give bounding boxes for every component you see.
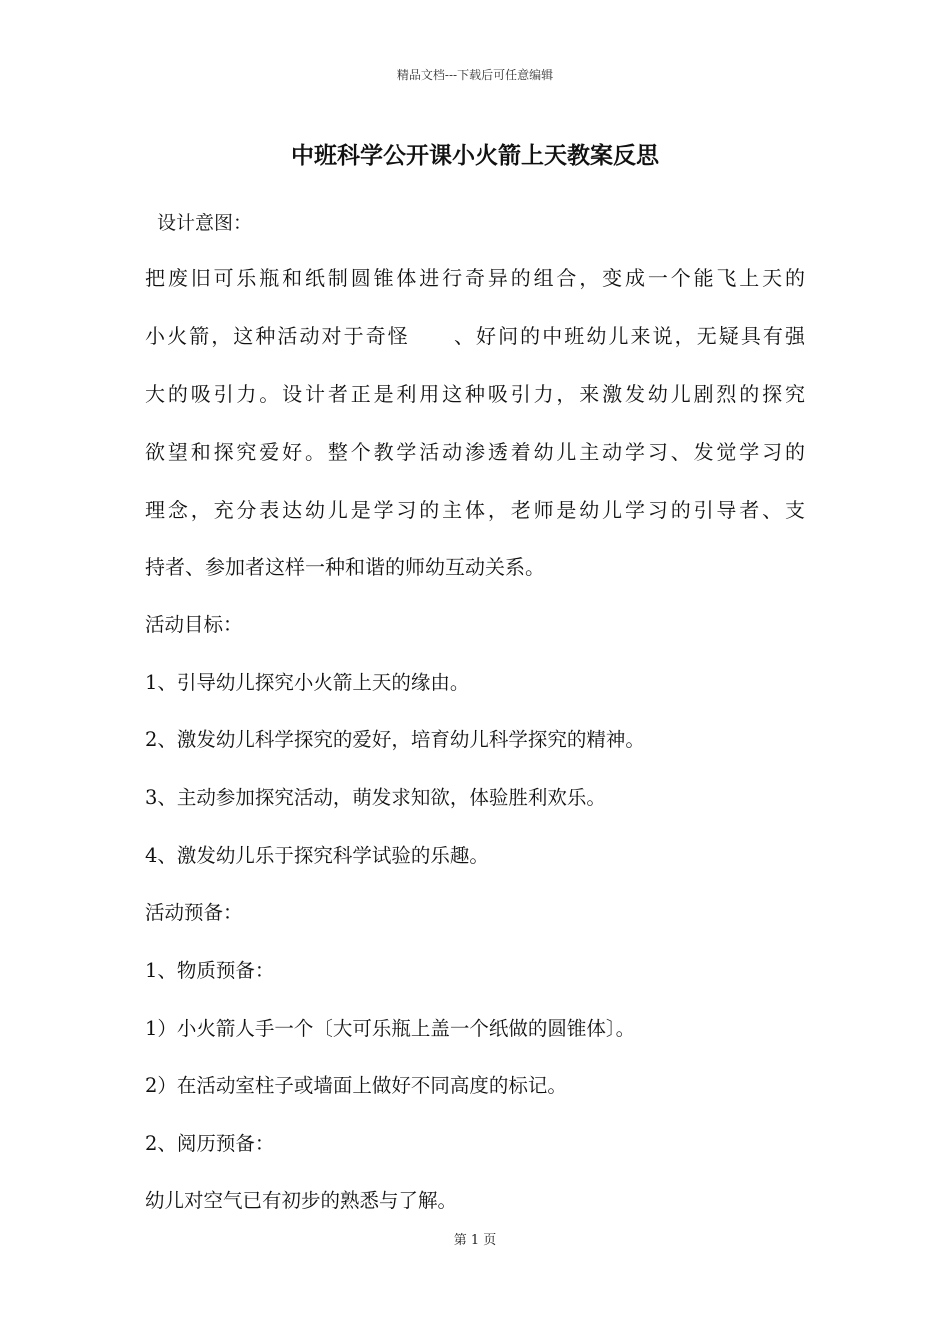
prep-experience-heading: 2、阅历预备： xyxy=(145,1132,275,1155)
paragraph-line: 欲望和探究爱好。整个教学活动渗透着幼儿主动学习、发觉学习的 xyxy=(145,440,805,464)
goals-heading: 活动目标： xyxy=(145,613,243,636)
paragraph-line: 持者、参加者这样一种和谐的师幼互动关系。 xyxy=(145,555,545,579)
page-header: 精品文档---下载后可任意编辑 xyxy=(396,68,554,82)
page-footer: 第 1 页 xyxy=(453,1233,497,1248)
prep-material-item: 1）小火箭人手一个〔大可乐瓶上盖一个纸做的圆锥体〕。 xyxy=(145,1017,636,1040)
prep-heading: 活动预备： xyxy=(145,901,243,924)
paragraph-line: 大的吸引力。设计者正是利用这种吸引力，来激发幼儿剧烈的探究 xyxy=(145,382,805,406)
prep-experience-text: 幼儿对空气已有初步的熟悉与了解。 xyxy=(145,1189,458,1212)
prep-material-item: 2）在活动室柱子或墙面上做好不同高度的标记。 xyxy=(145,1074,567,1097)
goal-item: 2、激发幼儿科学探究的爱好，培育幼儿科学探究的精神。 xyxy=(145,728,645,751)
goal-item: 4、激发幼儿乐于探究科学试验的乐趣。 xyxy=(145,844,489,867)
prep-material-heading: 1、物质预备： xyxy=(145,959,275,982)
document-title: 中班科学公开课小火箭上天教案反思 xyxy=(291,142,659,169)
paragraph-line: 把废旧可乐瓶和纸制圆锥体进行奇异的组合，变成一个能飞上天的 xyxy=(145,266,805,290)
intro-heading: 设计意图： xyxy=(157,212,253,234)
goal-item: 1、引导幼儿探究小火箭上天的缘由。 xyxy=(145,671,470,694)
paragraph-line: 理念，充分表达幼儿是学习的主体，老师是幼儿学习的引导者、支 xyxy=(145,498,805,522)
paragraph-line: 小火箭，这种活动对于奇怪 、好问的中班幼儿来说，无疑具有强 xyxy=(145,324,805,348)
goal-item: 3、主动参加探究活动，萌发求知欲，体验胜利欢乐。 xyxy=(145,786,606,809)
